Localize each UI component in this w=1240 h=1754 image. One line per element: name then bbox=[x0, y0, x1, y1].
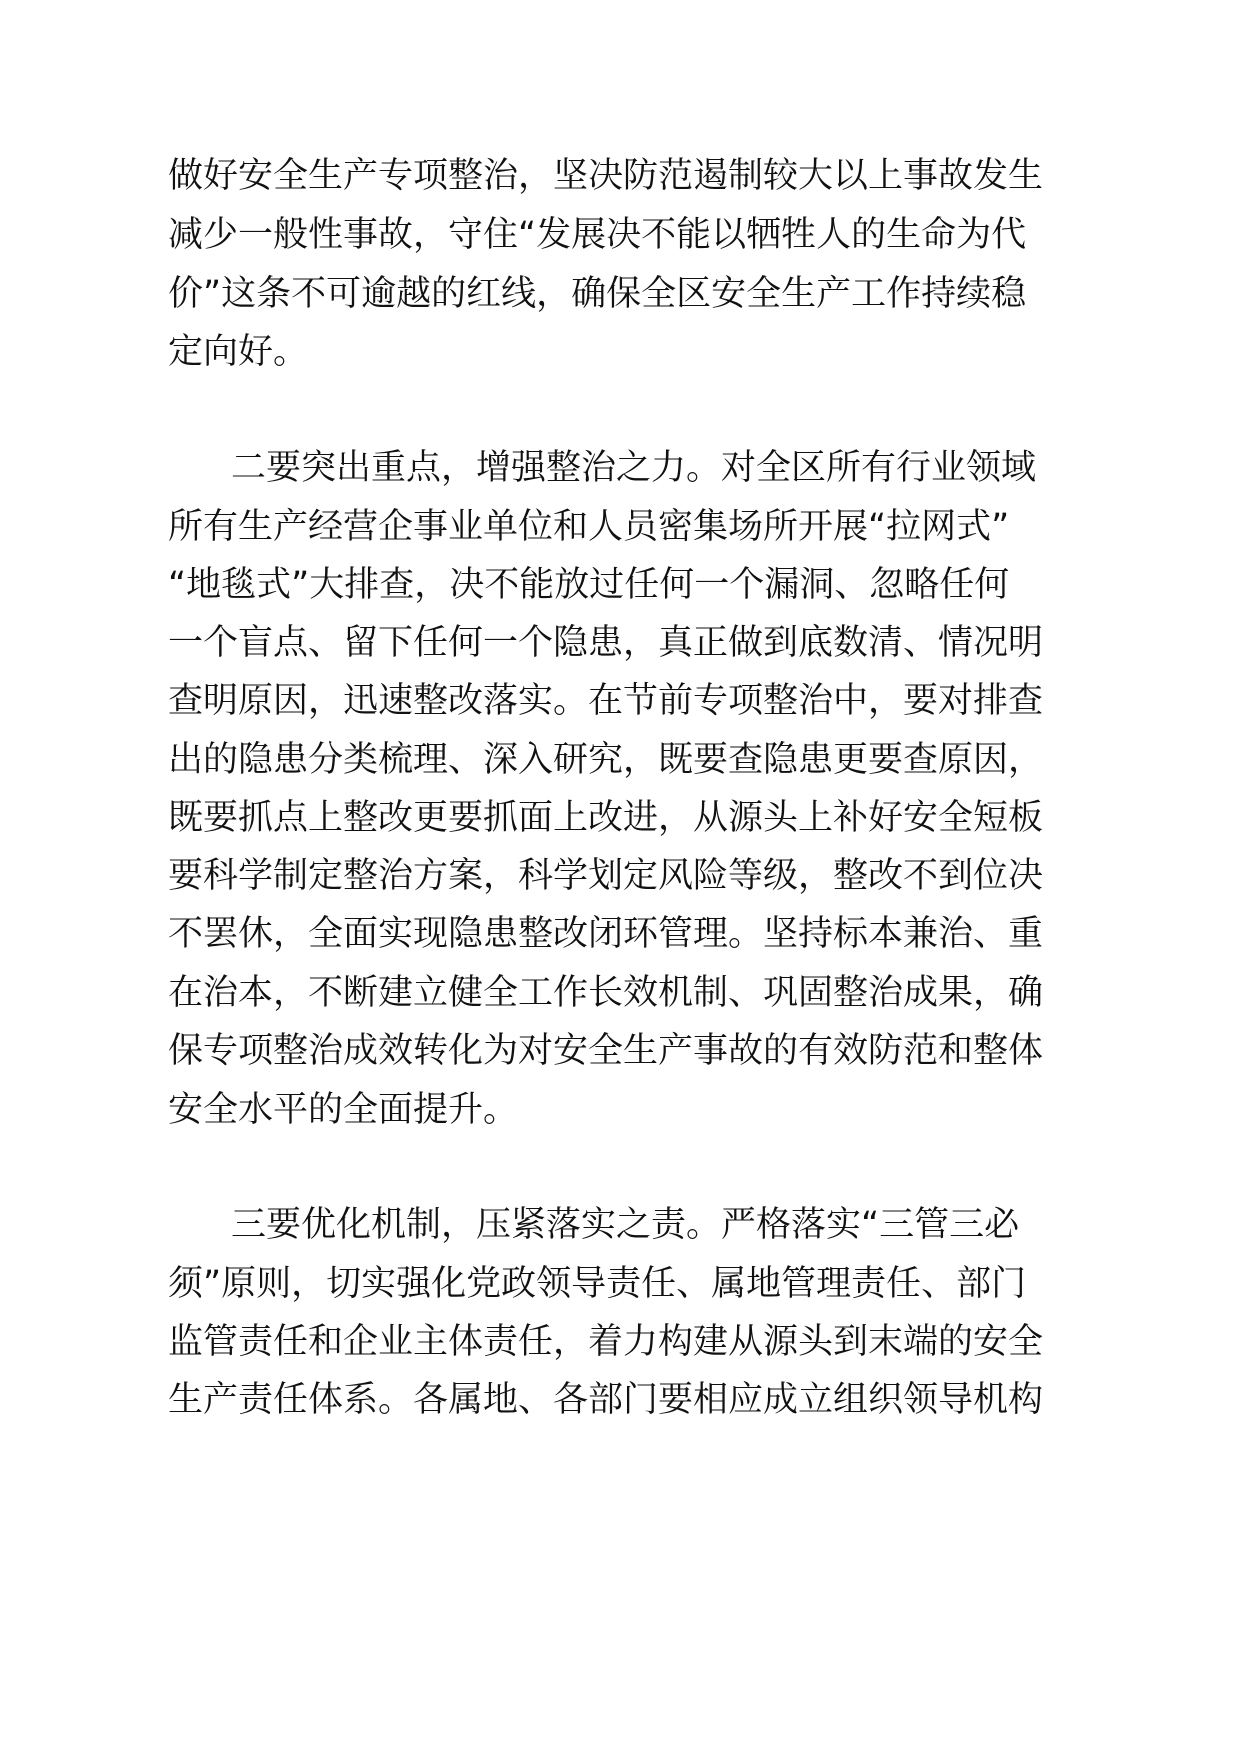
paragraph-2-line-8 bbox=[0, 844, 1240, 908]
text-line: 出的隐患分类梳理、深入研究，既要查隐患更要查原因， bbox=[168, 740, 1044, 780]
text-line: 生产责任体系。各属地、各部门要相应成立组织领导机构 bbox=[168, 1380, 1044, 1420]
text-line: 要科学制定整治方案，科学划定风险等级，整改不到位决 bbox=[168, 856, 1044, 896]
paragraph-2-line-1 bbox=[0, 436, 1240, 500]
paragraph-2-line-11 bbox=[0, 1019, 1240, 1083]
paragraph-3-line-3 bbox=[0, 1310, 1240, 1374]
text-line: 须”原则，切实强化党政领导责任、属地管理责任、部门 bbox=[168, 1264, 1027, 1304]
paragraph-1-line-3 bbox=[0, 262, 1240, 326]
text-line: 三要优化机制，压紧落实之责。严格落实“三管三必 bbox=[231, 1205, 1020, 1245]
text-line: 在治本，不断建立健全工作长效机制、巩固整治成果，确 bbox=[168, 973, 1044, 1013]
text-line: 定向好。 bbox=[168, 332, 309, 372]
text-line: 价”这条不可逾越的红线，确保全区安全生产工作持续稳 bbox=[168, 274, 1027, 314]
text-line: 不罢休，全面实现隐患整改闭环管理。坚持标本兼治、重 bbox=[168, 914, 1044, 954]
paragraph-2-line-5 bbox=[0, 669, 1240, 733]
paragraph-3-line-4 bbox=[0, 1368, 1240, 1432]
paragraph-2-line-7 bbox=[0, 786, 1240, 850]
paragraph-3-line-1 bbox=[0, 1193, 1240, 1257]
paragraph-2-line-10 bbox=[0, 961, 1240, 1025]
paragraph-2-line-6 bbox=[0, 728, 1240, 792]
paragraph-2-line-3 bbox=[0, 553, 1240, 617]
text-line: 保专项整治成效转化为对安全生产事故的有效防范和整体 bbox=[168, 1031, 1044, 1071]
paragraph-1-line-2 bbox=[0, 203, 1240, 267]
text-line: 一个盲点、留下任何一个隐患，真正做到底数清、情况明 bbox=[168, 623, 1044, 663]
paragraph-2-line-2 bbox=[0, 495, 1240, 559]
paragraph-2-line-9 bbox=[0, 902, 1240, 966]
text-line: 所有生产经营企事业单位和人员密集场所开展“拉网式” bbox=[168, 507, 1010, 547]
paragraph-2-line-4 bbox=[0, 611, 1240, 675]
text-line: 查明原因，迅速整改落实。在节前专项整治中，要对排查 bbox=[168, 681, 1044, 721]
paragraph-2-line-12 bbox=[0, 1078, 1240, 1142]
paragraph-3-line-2 bbox=[0, 1252, 1240, 1316]
paragraph-1-line-4 bbox=[0, 320, 1240, 384]
text-line: 二要突出重点，增强整治之力。对全区所有行业领域 bbox=[231, 448, 1037, 488]
text-line: 做好安全生产专项整治，坚决防范遏制较大以上事故发生 bbox=[168, 156, 1044, 196]
text-line: “地毯式”大排查，决不能放过任何一个漏洞、忽略任何 bbox=[168, 565, 1010, 605]
paragraph-1-line-1 bbox=[0, 144, 1240, 208]
text-line: 减少一般性事故，守住“发展决不能以牺牲人的生命为代 bbox=[168, 215, 1027, 255]
text-line: 监管责任和企业主体责任，着力构建从源头到末端的安全 bbox=[168, 1322, 1044, 1362]
text-line: 既要抓点上整改更要抓面上改进，从源头上补好安全短板 bbox=[168, 798, 1044, 838]
text-line: 安全水平的全面提升。 bbox=[168, 1090, 519, 1130]
